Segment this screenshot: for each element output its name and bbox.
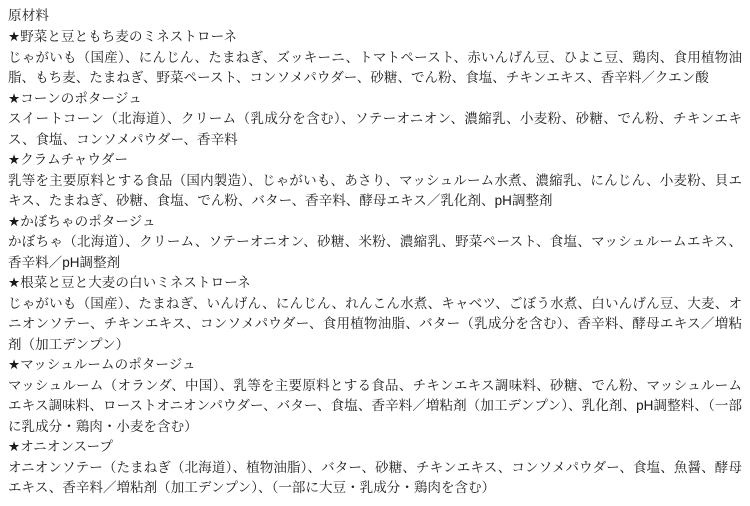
section-heading: ★コーンのポタージュ bbox=[8, 90, 142, 106]
section-ingredients-text: じゃがいも（国産）、にんじん、たまねぎ、ズッキーニ、トマトペースト、赤いんげん豆、ひよこ豆、鶏肉、食用植物油脂、もち麦、たまねぎ、野菜ペースト、コンソメパウダー、砂糖、でん粉、食塩、チキンエキス、香辛料／クエン酸 bbox=[8, 49, 742, 85]
section-ingredients-text: 乳等を主要原料とする食品（国内製造）、じゃがいも、あさり、マッシュルーム水煮、濃縮乳、にんじん、小麦粉、貝エキス、たまねぎ、砂糖、食塩、でん粉、バター、香辛料、酵母エキス／乳化剤、pH調整剤 bbox=[8, 172, 742, 208]
ingredient-section bbox=[8, 27, 742, 89]
section-ingredients-text: スイートコーン（北海道）、クリーム（乳成分を含む）、ソテーオニオン、濃縮乳、小麦粉、砂糖、でん粉、チキンエキス、食塩、コンソメパウダー、香辛料 bbox=[8, 111, 742, 147]
page-title: 原材料 bbox=[8, 8, 50, 23]
ingredient-section bbox=[8, 212, 742, 274]
section-heading: ★野菜と豆ともち麦のミネストローネ bbox=[8, 29, 238, 44]
section-ingredients-text: じゃがいも（国産）、たまねぎ、いんげん、にんじん、れんこん水煮、キャベツ、ごぼう水煮、白いんげん豆、大麦、オニオンソテー、チキンエキス、コンソメパウダー、食用植物油脂、バター（乳成分を含む）、香辛料、酵母エキス／増粘剤（加工デンプン） bbox=[8, 295, 742, 352]
ingredient-section bbox=[8, 150, 742, 212]
section-heading: ★根菜と豆と大麦の白いミネストローネ bbox=[8, 275, 251, 290]
ingredient-section bbox=[8, 437, 742, 499]
ingredient-section bbox=[8, 89, 742, 151]
section-heading: ★オニオンスープ bbox=[8, 439, 114, 454]
section-heading: ★かぼちゃのポタージュ bbox=[8, 213, 156, 229]
section-heading: ★クラムチャウダー bbox=[8, 152, 129, 167]
ingredient-section bbox=[8, 355, 742, 437]
section-ingredients-text: マッシュルーム（オランダ、中国）、乳等を主要原料とする食品、チキンエキス調味料、砂糖、でん粉、マッシュルームエキス調味料、ローストオニオンパウダー、バター、食塩、香辛料／増粘剤（加工デンプン）、乳化剤、pH調整料、（一部に乳成分・鶏肉・小麦を含む） bbox=[8, 377, 742, 434]
ingredient-section bbox=[8, 273, 742, 355]
section-ingredients-text: かぼちゃ（北海道）、クリーム、ソテーオニオン、砂糖、米粉、濃縮乳、野菜ペースト、食塩、マッシュルームエキス、香辛料／pH調整剤 bbox=[8, 234, 742, 270]
section-ingredients-text: オニオンソテー（たまねぎ（北海道）、植物油脂）、バター、砂糖、チキンエキス、コンソメパウダー、食塩、魚醤、酵母エキス、香辛料／増粘剤（加工デンプン）、（一部に大豆・乳成分・鶏肉を含む） bbox=[8, 459, 742, 495]
section-heading: ★マッシュルームのポタージュ bbox=[8, 357, 196, 372]
